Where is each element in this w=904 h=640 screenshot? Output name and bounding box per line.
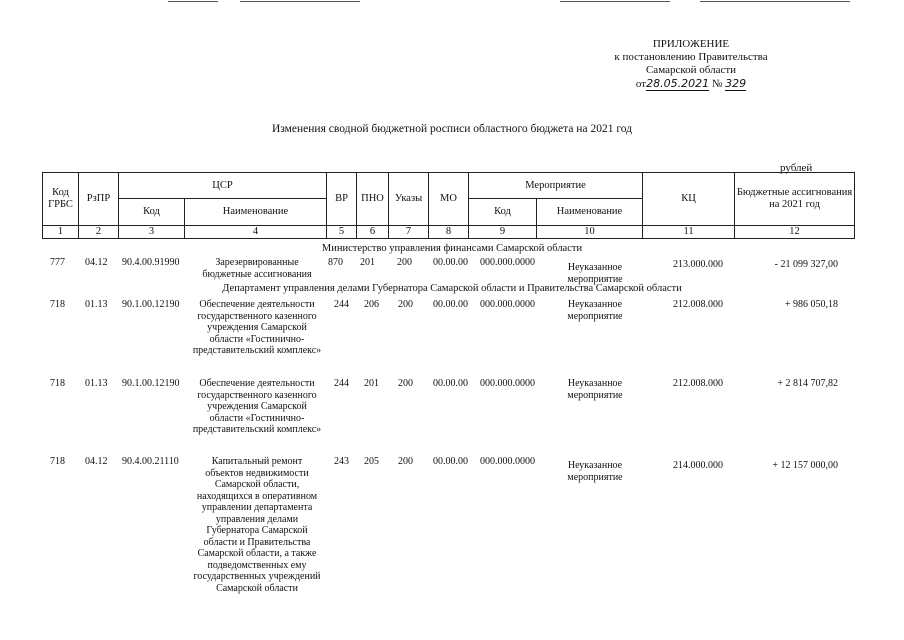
col-number: 10 [537,226,643,239]
cell-mer-name: Неуказанное мероприятие [567,460,623,483]
cell-csr-name: Обеспечение деятельности государственного казенного учреждения Самарской области «Гостинично-представительский комплекс» [192,299,322,356]
cell-rzpr: 04.12 [85,257,108,268]
department-heading: Министерство управления финансами Самарской области [321,243,583,254]
cell-kc: 212.008.000 [673,299,723,310]
cell-rzpr: 01.13 [85,378,108,389]
department-heading: Департамент управления делами Губернатора Самарской области и Правительства Самарской области [222,283,682,294]
cell-rzpr: 04.12 [85,456,108,467]
cell-ukazy: 200 [398,456,413,467]
units-label: рублей [780,162,813,174]
cell-pno: 201 [360,257,375,268]
header-csr-code: Код [119,199,185,226]
annex-line1: к постановлению Правительства [614,51,768,63]
cell-mo: 00.00.00 [433,299,468,310]
cell-mer-name: Неуказанное мероприятие [567,378,623,401]
header-meropr: Мероприятие [469,173,643,199]
header-assign: Бюджетные ассигнования на 2021 год [735,173,855,226]
cell-sum: + 12 157 000,00 [772,460,838,471]
header-ukazy: Указы [389,173,429,226]
header-grbs: Код ГРБС [43,173,79,226]
scan-artifact-line [560,1,670,2]
cell-sum: - 21 099 327,00 [774,259,838,270]
col-number: 7 [389,226,429,239]
cell-mer-name: Неуказанное мероприятие [567,262,623,285]
cell-csr-name: Обеспечение деятельности государственного казенного учреждения Самарской области «Гостинично-представительский комплекс» [192,378,322,435]
cell-csr-name: Капитальный ремонт объектов недвижимости Самарской области, находящихся в оперативном управлении департамента управления делами Губернатора Самарской области и Правительства Самарской области, а также подведомственных ему государственных учреждений Самарской области [193,456,321,594]
header-pno: ПНО [357,173,389,226]
cell-sum: + 986 050,18 [784,299,838,310]
cell-csr-code: 90.4.00.91990 [122,257,180,268]
cell-vr: 244 [334,378,349,389]
cell-mer-code: 000.000.0000 [480,299,535,310]
cell-csr-code: 90.1.00.12190 [122,299,180,310]
annex-date-prefix: от [635,78,647,90]
header-rzpr: РзПР [79,173,119,226]
cell-vr: 243 [334,456,349,467]
header-csr: ЦСР [119,173,327,199]
annex-block [596,38,786,91]
header-mo: МО [429,173,469,226]
cell-kc: 213.000.000 [673,259,723,270]
col-number: 6 [357,226,389,239]
cell-mer-code: 000.000.0000 [480,257,535,268]
cell-ukazy: 200 [397,257,412,268]
cell-mer-code: 000.000.0000 [480,456,535,467]
scan-artifact-line [240,1,360,2]
cell-kc: 212.008.000 [673,378,723,389]
cell-vr: 244 [334,299,349,310]
annex-title: ПРИЛОЖЕНИЕ [652,38,730,50]
col-number: 3 [119,226,185,239]
cell-ukazy: 200 [398,378,413,389]
cell-csr-code: 90.4.00.21110 [122,456,179,467]
header-csr-name: Наименование [185,199,327,226]
col-number: 5 [327,226,357,239]
header-table [42,172,855,239]
cell-csr-name: Зарезервированные бюджетные ассигнования [202,257,312,280]
annex-line2: Самарской области [645,64,737,76]
annex-date-value: 28.05.2021 [646,77,710,90]
annex-number-prefix: № [711,78,723,90]
document-title: Изменения сводной бюджетной росписи областного бюджета на 2021 год [271,123,633,135]
cell-sum: + 2 814 707,82 [777,378,838,389]
header-mer-name: Наименование [537,199,643,226]
header-mer-code: Код [469,199,537,226]
col-number: 4 [185,226,327,239]
cell-grbs: 777 [50,257,65,268]
col-number: 2 [79,226,119,239]
cell-mo: 00.00.00 [433,378,468,389]
cell-rzpr: 01.13 [85,299,108,310]
cell-csr-code: 90.1.00.12190 [122,378,180,389]
cell-pno: 206 [364,299,379,310]
col-number: 1 [43,226,79,239]
cell-pno: 205 [364,456,379,467]
col-number: 11 [643,226,735,239]
cell-kc: 214.000.000 [673,460,723,471]
cell-ukazy: 200 [398,299,413,310]
cell-vr: 870 [328,257,343,268]
scan-artifact-line [168,1,218,2]
header-kc: КЦ [643,173,735,226]
cell-mo: 00.00.00 [433,456,468,467]
col-number: 12 [735,226,855,239]
cell-mer-code: 000.000.0000 [480,378,535,389]
header-vr: ВР [327,173,357,226]
cell-grbs: 718 [50,378,65,389]
cell-mer-name: Неуказанное мероприятие [567,299,623,322]
col-number: 8 [429,226,469,239]
scan-artifact-line [700,1,850,2]
annex-date-line [596,77,786,91]
cell-grbs: 718 [50,456,65,467]
annex-number-value: 329 [725,77,747,90]
cell-pno: 201 [364,378,379,389]
cell-mo: 00.00.00 [433,257,468,268]
col-number: 9 [469,226,537,239]
cell-grbs: 718 [50,299,65,310]
